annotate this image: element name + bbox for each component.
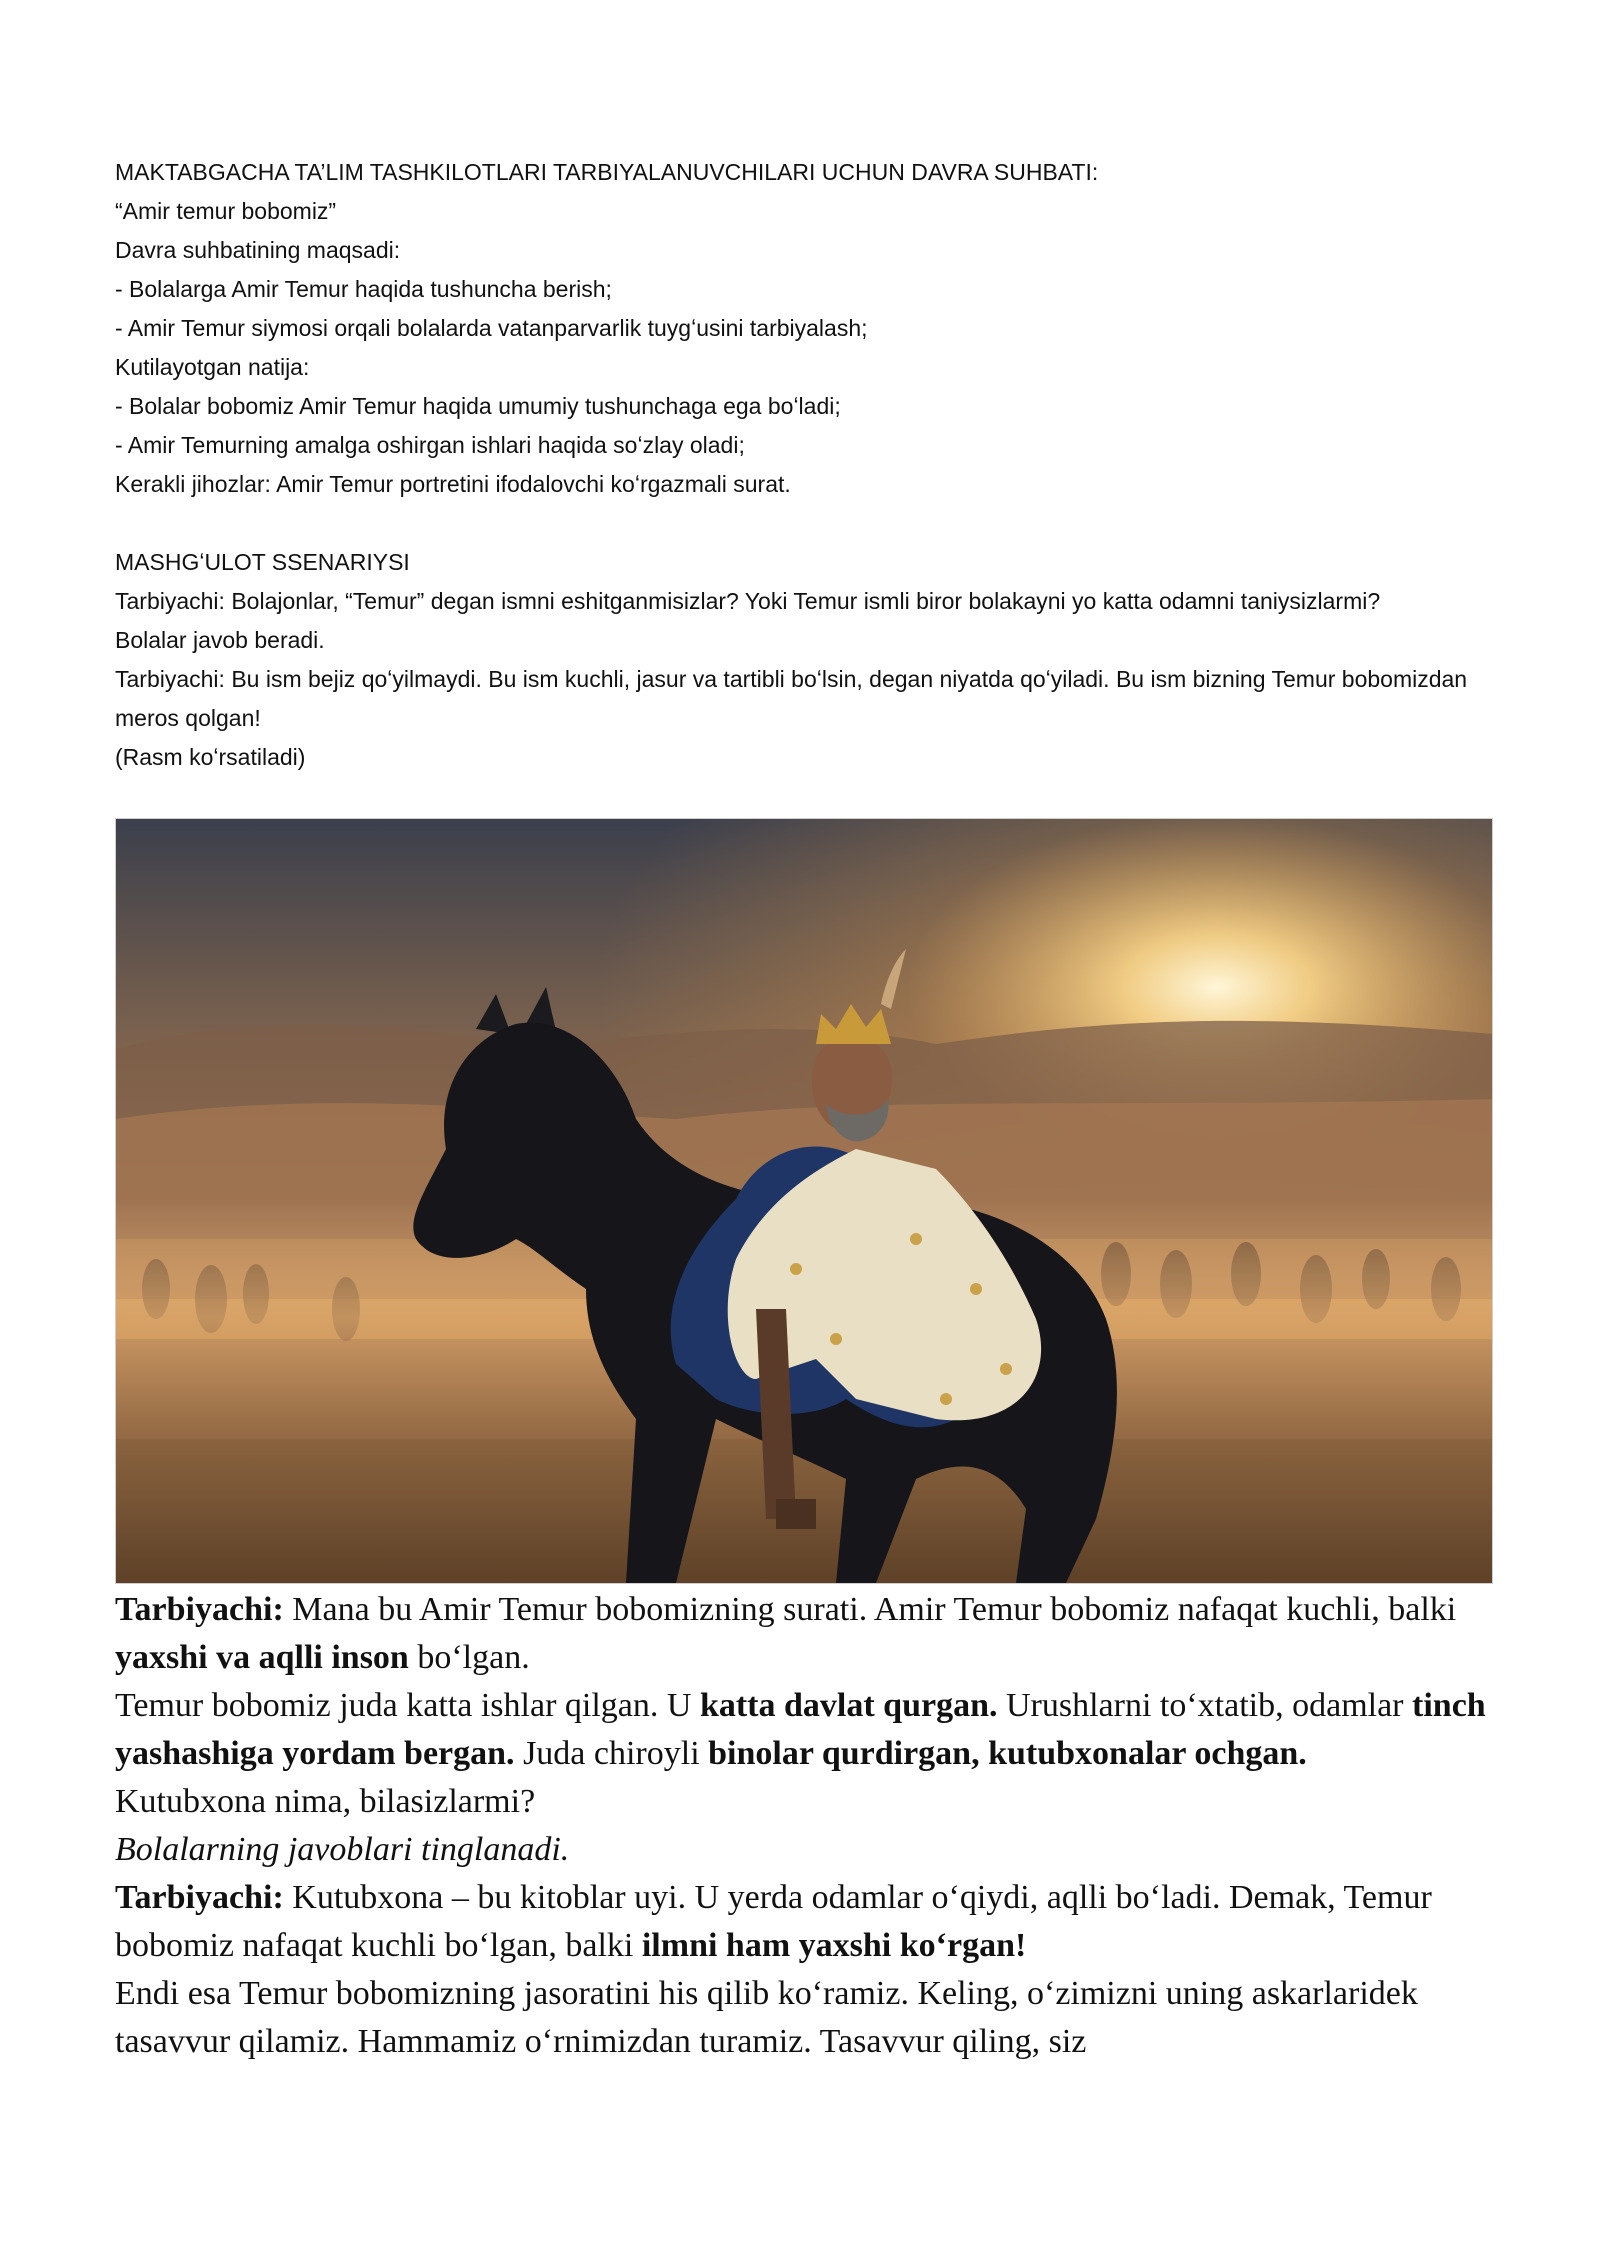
paragraph: Endi esa Temur bobomizning jasoratini his qilib koʻramiz. Keling, oʻzimizni uning askarlaridek tasavvur qilamiz. Hammamiz oʻrnimizdan turamiz. Tasavvur qiling, siz <box>115 1975 1418 2060</box>
question-line: Kutubxona nima, bilasizlarmi? <box>115 1783 536 1820</box>
emphasis-text: katta davlat qurgan. <box>699 1687 998 1724</box>
paragraph-text: Temur bobomiz juda katta ishlar qilgan. U <box>115 1687 700 1724</box>
document-title: MAKTABGACHA TA’LIM TASHKILOTLARI TARBIYALANUVCHILARI UCHUN DAVRA SUHBATI: <box>115 159 1099 185</box>
paragraph-text: Juda chiroyli <box>514 1735 709 1772</box>
goal-heading: Davra suhbatining maqsadi: <box>115 237 401 263</box>
scenario-line: Bolalar javob beradi. <box>115 627 325 653</box>
result-item: - Amir Temurning amalga oshirgan ishlari haqida soʻzlay oladi; <box>115 432 745 458</box>
paragraph-text: Mana bu Amir Temur bobomizning surati. Amir Temur bobomiz nafaqat kuchli, balki <box>283 1591 1457 1628</box>
scenario-line: Tarbiyachi: Bu ism bejiz qoʻyilmaydi. Bu ism kuchli, jasur va tartibli boʻlsin, degan niyatda qoʻyiladi. Bu ism bizning Temur bobomizdan meros qolgan! <box>115 666 1468 731</box>
speaker-label: Tarbiyachi: <box>115 1879 284 1916</box>
goal-item: - Amir Temur siymosi orqali bolalarda vatanparvarlik tuygʻusini tarbiyalash; <box>115 315 868 341</box>
emphasis-text: yaxshi va aqlli inson <box>115 1639 409 1676</box>
equipment-line: Kerakli jihozlar: Amir Temur portretini ifodalovchi koʻrgazmali surat. <box>115 471 791 497</box>
emphasis-text: binolar qurdirgan, kutubxonalar ochgan. <box>708 1735 1307 1772</box>
topic-title: “Amir temur bobomiz” <box>115 198 337 224</box>
italic-text: Bolalarning javoblari tinglanadi. <box>115 1831 570 1868</box>
result-item: - Bolalar bobomiz Amir Temur haqida umumiy tushunchaga ega boʻladi; <box>115 393 841 419</box>
amir-temur-picture <box>115 818 1493 1584</box>
scenario-line: Tarbiyachi: Bolajonlar, “Temur” degan ismni eshitganmisizlar? Yoki Temur ismli biror bolakayni yo katta odamni taniysizlarmi? <box>115 588 1381 614</box>
scenario-line: (Rasm koʻrsatiladi) <box>115 744 306 770</box>
paragraph-text: Kutubxona – bu kitoblar uyi. U yerda odamlar oʻqiydi, aqlli boʻladi. Demak, Temur bobomiz nafaqat kuchli boʻlgan, balki <box>115 1879 1432 1964</box>
picture-illustration <box>116 819 1492 1583</box>
scenario-heading: MASHGʻULOT SSENARIYSI <box>115 549 410 575</box>
emphasis-text: ilmni ham yaxshi koʻrgan! <box>641 1927 1027 1964</box>
stage-direction <box>115 1826 1505 1874</box>
result-heading: Kutilayotgan natija: <box>115 354 310 380</box>
speaker-label: Tarbiyachi: <box>115 1591 284 1628</box>
paragraph-text: boʻlgan. <box>408 1639 530 1676</box>
intro-section <box>115 153 1495 777</box>
lesson-text <box>115 1586 1505 2066</box>
paragraph <box>115 1682 1505 1778</box>
emphasis-text: tinch yashashiga yordam bergan. <box>115 1687 1486 1772</box>
goal-item: - Bolalarga Amir Temur haqida tushuncha berish; <box>115 276 612 302</box>
paragraph <box>115 1874 1505 1970</box>
paragraph <box>115 1586 1505 1682</box>
paragraph-text: Urushlarni toʻxtatib, odamlar <box>997 1687 1413 1724</box>
